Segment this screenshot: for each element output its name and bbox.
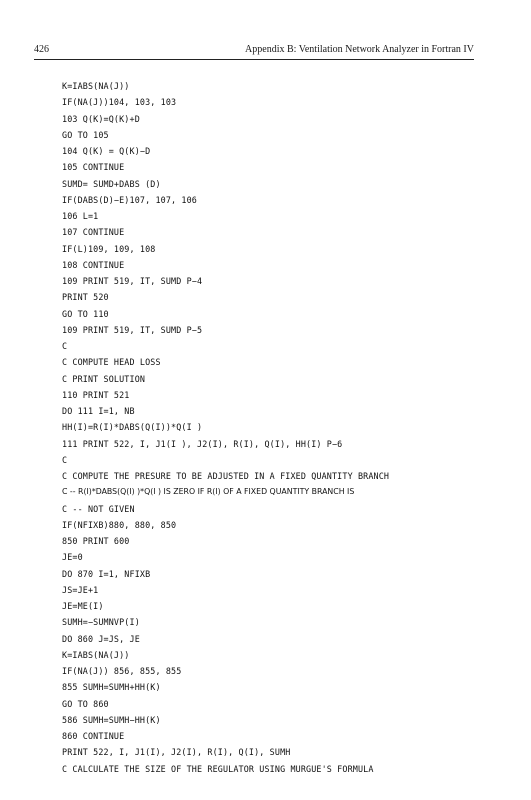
code-line: 110 PRINT 521 — [62, 389, 130, 400]
code-line: 107 CONTINUE — [62, 227, 125, 238]
code-line: SUMH=−SUMNVP(I) — [62, 617, 140, 628]
code-line: GO TO 105 — [62, 129, 109, 140]
code-line: DO 111 I=1, NB — [62, 406, 135, 416]
code-line: IF(NA(J))104, 103, 103 — [62, 97, 177, 108]
code-line: PRINT 522, I, J1(I), J2(I), R(I), Q(I), SUMH — [62, 747, 291, 758]
code-line: C — [62, 341, 68, 351]
code-line: 850 PRINT 600 — [62, 536, 130, 546]
code-line: PRINT 520 — [62, 292, 109, 303]
code-line: C COMPUTE HEAD LOSS — [62, 357, 161, 368]
code-line: JE=ME(I) — [62, 601, 104, 611]
code-line: 106 L=1 — [62, 211, 99, 221]
code-line: 104 Q(K) = Q(K)−D — [62, 146, 151, 156]
code-line: 103 Q(K)=Q(K)+D — [62, 113, 140, 124]
code-line: IF(L)109, 109, 108 — [62, 243, 156, 254]
code-line: JE=0 — [62, 552, 83, 563]
code-line: C — [62, 454, 68, 465]
code-line: K=IABS(NA(J)) — [62, 649, 130, 660]
code-line: 109 PRINT 519, IT, SUMD P−5 — [62, 324, 203, 335]
code-line: C -- R(I)*DABS(Q(I) )*Q(I ) IS ZERO IF R(I) OF A FIXED QUANTITY BRANCH IS — [62, 487, 355, 497]
code-line: 105 CONTINUE — [62, 162, 125, 173]
fortran-code-listing — [62, 78, 482, 777]
code-line: SUMD= SUMD+DABS (D) — [62, 178, 161, 189]
code-line: IF(NA(J)) 856, 855, 855 — [62, 666, 182, 676]
code-line: 586 SUMH=SUMH−HH(K) — [62, 714, 161, 725]
code-line: 108 CONTINUE — [62, 259, 125, 270]
code-line: 109 PRINT 519, IT, SUMD P−4 — [62, 276, 203, 286]
code-line: IF(NFIXB)880, 880, 850 — [62, 519, 177, 530]
header-rule — [34, 59, 474, 60]
code-line: HH(I)=R(I)*DABS(Q(I))*Q(I ) — [62, 422, 203, 433]
code-line: 860 CONTINUE — [62, 731, 125, 741]
code-line: K=IABS(NA(J)) — [62, 81, 130, 91]
code-line: IF(DABS(D)−E)107, 107, 106 — [62, 194, 197, 205]
code-line: DO 860 J=JS, JE — [62, 633, 140, 644]
code-line: C -- NOT GIVEN — [62, 503, 135, 514]
code-line: C COMPUTE THE PRESURE TO BE ADJUSTED IN A FIXED QUANTITY BRANCH — [62, 471, 390, 481]
page-header — [34, 44, 474, 58]
page-number: 426 — [34, 44, 49, 55]
code-line: C CALCULATE THE SIZE OF THE REGULATOR USING MURGUE'S FORMULA — [62, 763, 374, 774]
code-line: C PRINT SOLUTION — [62, 373, 146, 384]
code-line: JS=JE+1 — [62, 584, 99, 595]
code-line: GO TO 860 — [62, 698, 109, 709]
code-line: GO TO 110 — [62, 308, 109, 319]
running-title: Appendix B: Ventilation Network Analyzer in Fortran IV — [245, 44, 474, 55]
code-line: 111 PRINT 522, I, J1(I ), J2(I), R(I), Q(I), HH(I) P−6 — [62, 438, 343, 449]
code-line: DO 870 I=1, NFIXB — [62, 568, 151, 579]
code-line: 855 SUMH=SUMH+HH(K) — [62, 682, 161, 693]
